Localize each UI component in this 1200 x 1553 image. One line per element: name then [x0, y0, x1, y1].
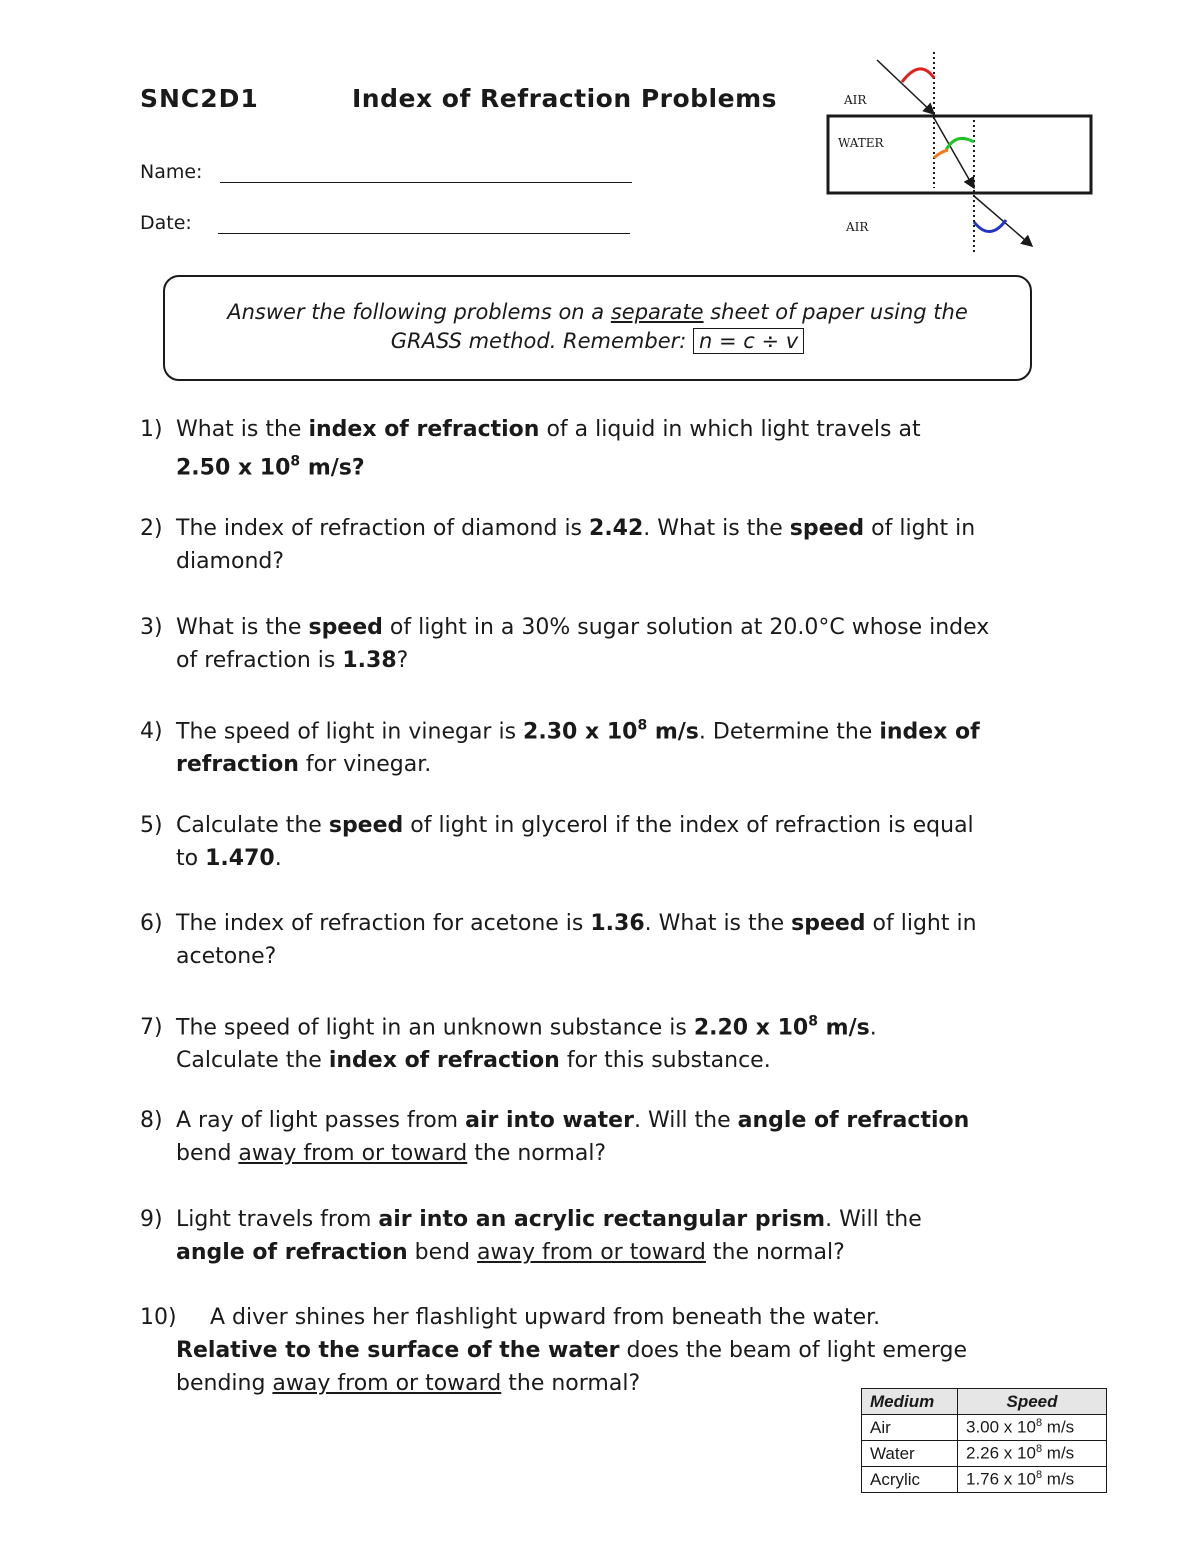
question-3: [140, 611, 1070, 677]
question-7: [140, 1006, 1070, 1077]
question-text: does the beam of light emerge: [619, 1338, 968, 1363]
question-value: 2.20 x 10: [693, 1015, 809, 1041]
question-keyword: speed: [328, 813, 404, 838]
refracted-angle-arc: [946, 138, 974, 150]
instructions-text: sheet of paper using the: [703, 300, 968, 324]
date-field[interactable]: [218, 232, 630, 234]
question-9: [140, 1203, 1070, 1269]
question-text: What is the: [176, 417, 309, 442]
date-label: Date:: [140, 212, 192, 234]
question-number: 5): [140, 813, 163, 838]
speed-unit: m/s: [1042, 1469, 1075, 1489]
question-number: 10): [140, 1305, 177, 1330]
incident-ray: [877, 60, 934, 114]
question-number: 8): [140, 1108, 163, 1133]
question-keyword: index of refraction: [308, 417, 540, 442]
question-text: . Determine the: [698, 719, 880, 745]
instructions-emphasis: separate: [610, 300, 704, 324]
question-text: the normal?: [501, 1371, 641, 1396]
question-text: . What is the: [644, 911, 792, 936]
question-text: of a liquid in which light travels at: [539, 417, 921, 442]
diagram-label-air-bottom: AIR: [846, 220, 869, 234]
incident-angle-arc: [902, 69, 934, 82]
question-10: [140, 1301, 1070, 1400]
page-title: Index of Refraction Problems: [352, 84, 778, 113]
question-keyword: speed: [789, 516, 865, 541]
speed-cell: [958, 1415, 1107, 1441]
speed-mantissa: 1.76 x 10: [966, 1469, 1036, 1489]
question-value: 1.36: [590, 911, 645, 936]
question-text: of light in: [864, 516, 976, 541]
question-text: What is the: [176, 615, 309, 640]
instructions-text: Answer the following problems on a: [227, 300, 611, 324]
emergent-ray: [974, 196, 1032, 246]
course-code: SNC2D1: [140, 84, 259, 113]
speed-exponent: 8: [1035, 1417, 1043, 1430]
medium-cell: Air: [862, 1415, 958, 1441]
table-header-row: [862, 1389, 1107, 1415]
question-number: 9): [140, 1207, 163, 1232]
instructions-text: GRASS method. Remember:: [390, 329, 694, 353]
medium-cell: Acrylic: [862, 1467, 958, 1493]
question-keyword: speed: [308, 615, 383, 640]
question-text: A diver shines her flashlight upward from beneath the water.: [210, 1305, 881, 1330]
question-text: . Will the: [825, 1207, 922, 1232]
question-text: The speed of light in vinegar is: [176, 719, 524, 745]
question-text: to: [176, 846, 206, 871]
question-5: [140, 809, 1070, 875]
question-text: .: [869, 1015, 877, 1041]
question-text: . What is the: [643, 516, 790, 541]
question-text: The index of refraction of diamond is: [176, 516, 590, 541]
question-keyword: air into water: [465, 1108, 634, 1133]
question-text: the normal?: [705, 1240, 845, 1265]
question-keyword: speed: [791, 911, 866, 936]
table-row: [862, 1415, 1107, 1441]
exit-angle-arc: [974, 220, 1006, 232]
question-exponent: 8: [808, 1014, 818, 1030]
table-row: [862, 1467, 1107, 1493]
question-keyword: index of refraction: [328, 1048, 560, 1074]
question-text: A ray of light passes from: [176, 1108, 466, 1133]
question-value: 2.30 x 10: [523, 719, 638, 745]
question-number: 3): [140, 615, 163, 640]
question-keyword: angle of refraction: [176, 1240, 408, 1265]
medium-cell: Water: [862, 1441, 958, 1467]
question-2: [140, 512, 1070, 578]
question-keyword: angle of refraction: [737, 1108, 970, 1133]
diagram-label-water: WATER: [838, 136, 884, 150]
refraction-diagram: [820, 50, 1100, 260]
question-exponent: 8: [290, 454, 301, 470]
question-text: Calculate the: [176, 1048, 329, 1074]
name-label: Name:: [140, 161, 203, 183]
speed-cell: [958, 1441, 1107, 1467]
question-text: .: [274, 846, 282, 871]
column-header-medium: Medium: [862, 1389, 958, 1415]
speed-exponent: 8: [1035, 1443, 1043, 1456]
question-emphasis: away from or toward: [477, 1240, 706, 1265]
question-keyword: refraction: [176, 752, 299, 778]
speed-exponent: 8: [1035, 1469, 1043, 1482]
question-1: [140, 413, 1070, 484]
instructions-box: [163, 275, 1032, 381]
question-text: bend: [176, 1141, 239, 1166]
question-value: 1.38: [342, 648, 397, 673]
question-text: Calculate the: [176, 813, 329, 838]
question-text: The index of refraction for acetone is: [176, 911, 591, 936]
speed-cell: [958, 1467, 1107, 1493]
question-6: [140, 907, 1070, 973]
question-text: . Will the: [633, 1108, 738, 1133]
question-value: m/s: [817, 1015, 870, 1041]
question-number: 2): [140, 516, 163, 541]
table-row: [862, 1441, 1107, 1467]
question-value: m/s?: [300, 455, 365, 481]
speed-mantissa: 3.00 x 10: [966, 1417, 1036, 1437]
question-text: for this substance.: [559, 1048, 771, 1074]
question-text: ?: [396, 648, 409, 673]
question-text: of light in glycerol if the index of refraction is equal: [403, 813, 974, 838]
question-value: 1.470: [205, 846, 275, 871]
question-text: Light travels from: [176, 1207, 379, 1232]
question-text: acetone?: [176, 944, 277, 969]
column-header-speed: Speed: [958, 1389, 1107, 1415]
question-value: 2.50 x 10: [176, 455, 291, 481]
formula-box: n = c ÷ v: [693, 328, 804, 354]
question-8: [140, 1104, 1070, 1170]
question-text: for vinegar.: [298, 752, 432, 778]
question-keyword: Relative to the surface of the water: [176, 1338, 620, 1363]
water-block: [828, 116, 1091, 193]
question-keyword: air into an acrylic rectangular prism: [378, 1207, 826, 1232]
question-emphasis: away from or toward: [272, 1371, 502, 1396]
question-text: The speed of light in an unknown substance is: [176, 1015, 694, 1041]
name-field[interactable]: [220, 181, 632, 183]
question-text: bend: [407, 1240, 478, 1265]
question-number: 1): [140, 417, 163, 442]
question-4: [140, 710, 1070, 781]
question-number: 6): [140, 911, 163, 936]
speed-unit: m/s: [1042, 1443, 1075, 1463]
question-text: of light in: [865, 911, 977, 936]
question-number: 4): [140, 719, 163, 745]
speed-unit: m/s: [1042, 1417, 1075, 1437]
question-number: 7): [140, 1015, 163, 1041]
water-angle-arc: [934, 150, 948, 158]
question-text: of light in a 30% sugar solution at 20.0°C whose index: [382, 615, 990, 640]
question-value: 2.42: [589, 516, 644, 541]
diagram-label-air-top: AIR: [844, 93, 867, 107]
question-emphasis: away from or toward: [238, 1141, 468, 1166]
question-text: of refraction is: [176, 648, 343, 673]
speed-table: [861, 1388, 1107, 1493]
speed-mantissa: 2.26 x 10: [966, 1443, 1036, 1463]
question-text: the normal?: [467, 1141, 607, 1166]
question-keyword: index of: [879, 719, 980, 745]
question-text: bending: [176, 1371, 273, 1396]
question-text: diamond?: [176, 549, 285, 574]
question-exponent: 8: [637, 718, 648, 734]
question-value: m/s: [647, 719, 699, 745]
